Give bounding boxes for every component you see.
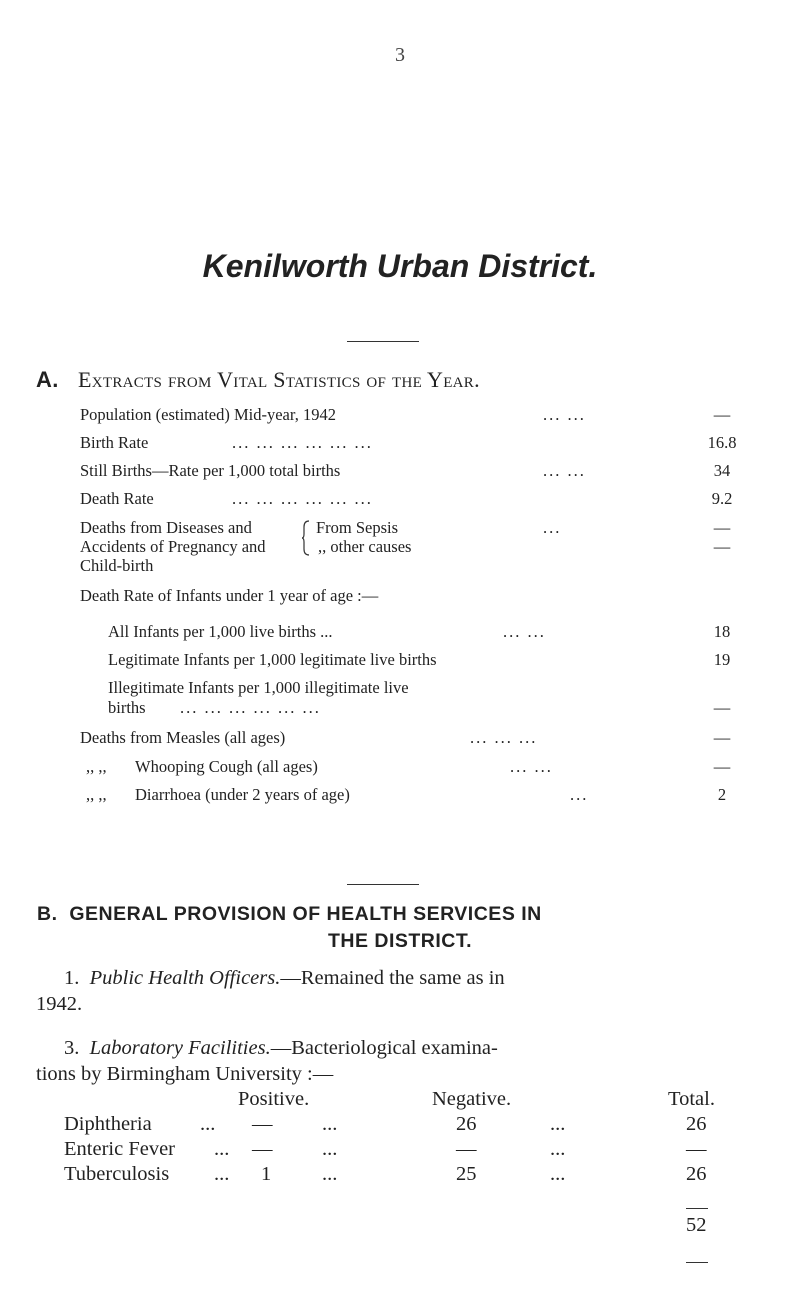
table-row-enteric-fever: Enteric Fever ... — ... — ... — — [64, 1138, 707, 1160]
row-legitimate — [108, 650, 800, 672]
cell-positive: — — [252, 1113, 273, 1135]
row-dots: ... ... ... — [470, 728, 538, 747]
row-label: Death Rate — [80, 489, 154, 508]
ditto-marks: ,, ,, — [86, 785, 107, 804]
row-label: Legitimate Infants per 1,000 legitimate live births — [108, 650, 437, 669]
maternal-line-3: Child-birth — [80, 556, 154, 575]
row-birth-rate — [80, 433, 800, 455]
cell-negative: 26 — [456, 1113, 477, 1135]
title-divider — [347, 341, 419, 342]
cell-name: Enteric Fever — [64, 1138, 175, 1160]
paragraph-text: —Bacteriological examina- — [270, 1037, 498, 1059]
col-header-total: Total. — [668, 1088, 715, 1110]
grand-total: 52 — [686, 1214, 707, 1236]
section-divider — [347, 884, 419, 885]
cell-name: Tuberculosis — [64, 1163, 170, 1185]
infant-heading: Death Rate of Infants under 1 year of age :— — [80, 586, 379, 605]
paragraph-number: 1. — [64, 967, 80, 989]
row-dots: ... ... — [543, 405, 586, 424]
row-value: 16.8 — [707, 433, 737, 452]
paragraph-number: 3. — [64, 1037, 80, 1059]
paragraph-title: Public Health Officers. — [89, 967, 281, 989]
row-label: Deaths from Measles (all ages) — [80, 728, 286, 747]
illegitimate-line-1: Illegitimate Infants per 1,000 illegitimate live — [108, 678, 409, 697]
row-dots: ... ... — [503, 622, 546, 641]
row-other-causes — [316, 537, 800, 559]
section-a-title: Extracts from Vital Statistics of the Year. — [78, 367, 480, 392]
row-death-rate — [80, 489, 800, 511]
row-label: Birth Rate — [80, 433, 149, 452]
row-whooping-cough — [80, 757, 800, 779]
row-value: — — [713, 518, 731, 537]
row-diarrhoea — [80, 785, 800, 807]
row-dots: ... — [570, 785, 589, 804]
row-label: Population (estimated) Mid-year, 1942 — [80, 405, 336, 424]
cell-total: 26 — [686, 1113, 707, 1135]
cell-negative: 25 — [456, 1163, 477, 1185]
row-label: Diarrhoea (under 2 years of age) — [135, 785, 350, 804]
row-measles — [80, 728, 800, 750]
cell-total: 26 — [686, 1163, 707, 1185]
row-label: Whooping Cough (all ages) — [135, 757, 318, 776]
row-value: 2 — [717, 785, 727, 804]
paragraph-1-line-2: 1942. — [36, 993, 83, 1015]
col-header-negative: Negative. — [432, 1088, 512, 1110]
row-dots: ... ... ... ... ... ... — [232, 433, 373, 452]
paragraph-1-line-1 — [64, 967, 505, 990]
row-still-births — [80, 461, 800, 483]
row-population — [80, 405, 800, 427]
row-value: 9.2 — [711, 489, 733, 508]
row-value: 19 — [713, 650, 731, 669]
row-label: births — [108, 698, 146, 717]
row-value: 34 — [713, 461, 731, 480]
row-dots: ... ... — [543, 461, 586, 480]
section-b-title: GENERAL PROVISION OF HEALTH SERVICES IN — [69, 903, 542, 925]
maternal-line-2: Accidents of Pregnancy and — [80, 537, 266, 556]
cell-total: — — [686, 1138, 707, 1160]
cell-negative: — — [456, 1138, 477, 1160]
ditto-marks: ,, ,, — [86, 757, 107, 776]
section-b-label: B. — [37, 903, 58, 925]
row-dots: ... ... ... ... ... ... — [232, 489, 373, 508]
row-value: — — [713, 757, 731, 776]
cell-name: Diphtheria — [64, 1113, 152, 1135]
row-label: All Infants per 1,000 live births ... — [108, 622, 333, 641]
paragraph-3-line-2: tions by Birmingham University :— — [36, 1063, 334, 1085]
row-value: — — [713, 728, 731, 747]
row-dots: ... ... ... ... ... ... — [180, 698, 321, 717]
row-value: — — [713, 698, 731, 717]
paragraph-title: Laboratory Facilities. — [89, 1037, 271, 1059]
row-label: ,, other causes — [318, 537, 412, 556]
maternal-line-1: Deaths from Diseases and — [80, 518, 252, 537]
section-a-label: A. — [36, 367, 59, 392]
paragraph-text: —Remained the same as in — [280, 967, 505, 989]
total-rule-top — [686, 1208, 708, 1209]
page-title: Kenilworth Urban District. — [202, 248, 598, 284]
table-row-tuberculosis: Tuberculosis ... 1 ... 25 ... 26 — [64, 1163, 707, 1185]
row-value: — — [713, 537, 731, 556]
row-illegitimate — [108, 698, 800, 720]
section-a-heading — [36, 367, 480, 393]
row-dots: ... ... — [510, 757, 553, 776]
brace-icon — [301, 519, 311, 557]
cell-positive: — — [252, 1138, 273, 1160]
total-rule-bottom — [686, 1262, 708, 1263]
row-label: Still Births—Rate per 1,000 total births — [80, 461, 341, 480]
section-b-heading-line-1 — [37, 903, 542, 926]
table-row-diphtheria: Diphtheria ... — ... 26 ... 26 — [64, 1113, 707, 1135]
cell-positive: 1 — [261, 1163, 272, 1185]
paragraph-3-line-1 — [64, 1037, 498, 1060]
row-label: From Sepsis — [316, 518, 399, 537]
section-b-heading-line-2: THE DISTRICT. — [327, 930, 473, 952]
row-value: 18 — [713, 622, 731, 641]
row-dots: ... — [543, 518, 562, 537]
page-number: 3 — [395, 44, 405, 66]
row-all-infants — [108, 622, 800, 644]
col-header-positive: Positive. — [238, 1088, 310, 1110]
row-value: — — [713, 405, 731, 424]
